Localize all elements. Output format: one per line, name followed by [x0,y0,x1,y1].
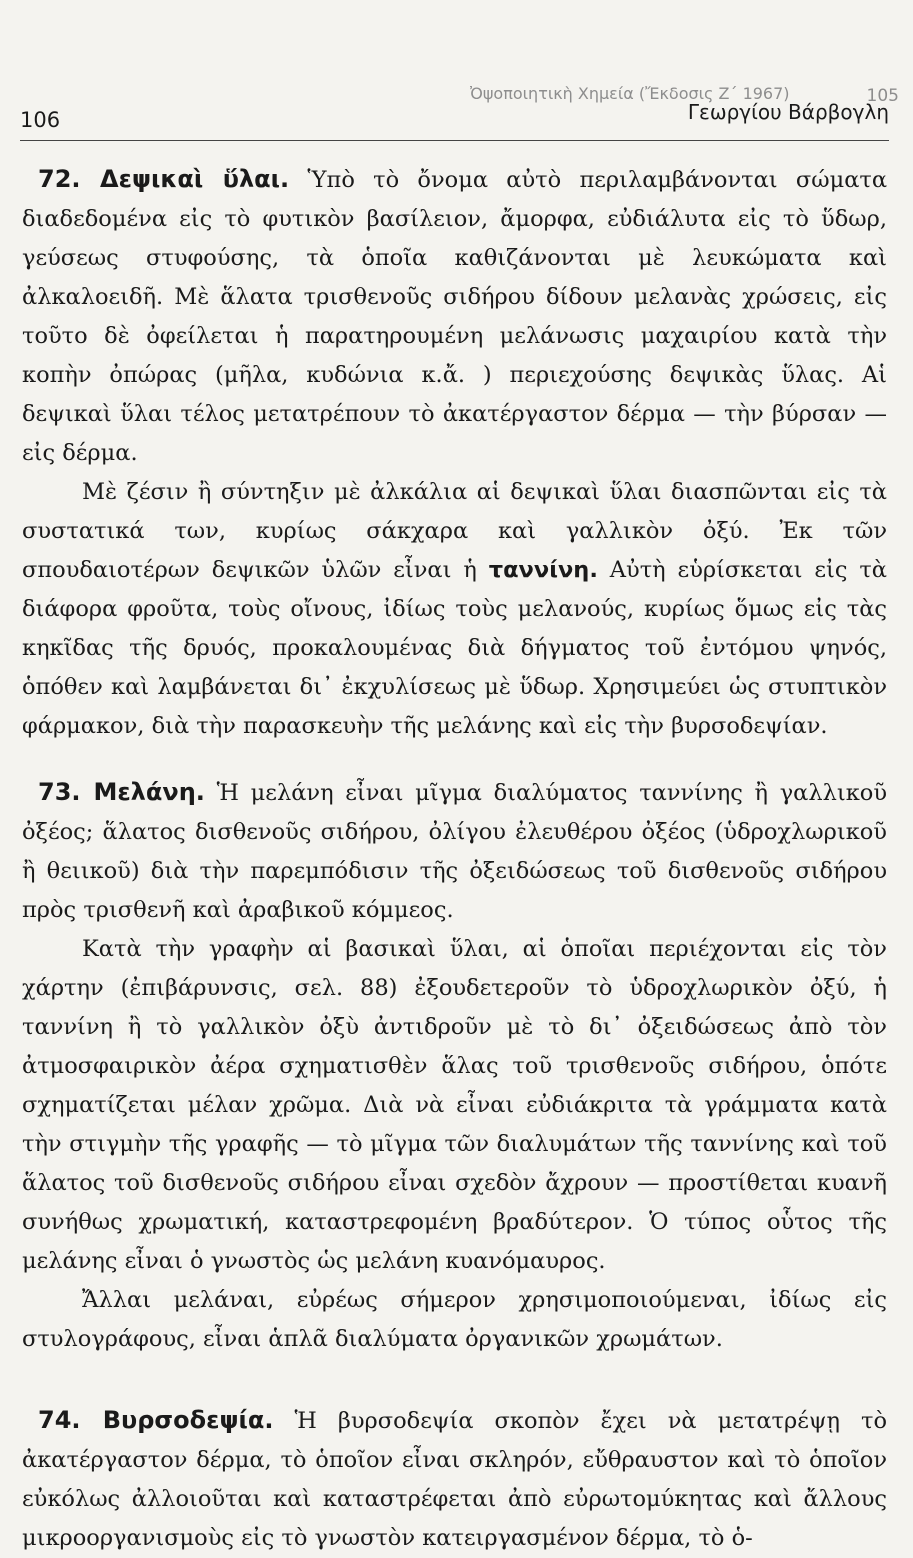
section-73-number: 73. [38,778,81,806]
section-72-title: Δεψικαὶ ὕλαι. [100,165,290,193]
section-73-paragraph-3: Ἄλλαι μελάναι, εὐρέως σήμερον χρησιμοποιούμεναι, ἰδίως εἰς στυλογράφους, εἶναι ἁπλᾶ διαλύματα ὀργανικῶν χρωμάτων. [22,1287,887,1352]
section-73-text-1: Ἡ μελάνη εἶναι μῖγμα διαλύματος ταννίνης ἢ γαλλικοῦ ὀξέος; ἅλατος δισθενοῦς σιδήρου, ὀλίγου ἐλευθέρου ὀξέος (ὑδροχλωρικοῦ ἢ θειικοῦ) διὰ τὴν παρεμπόδισιν τῆς ὀξειδώσεως τοῦ δισθενοῦς σιδήρου πρὸς τρισθενῆ καὶ ἀραβικοῦ κόμμεος. [22,780,887,923]
section-72-text-2b: Αὐτὴ εὑρίσκεται εἰς τὰ διάφορα φροῦτα, τοὺς οἴνους, ἰδίως τοὺς μελανούς, κυρίως ὅμως εἰς τὰς κηκῖδας τῆς δρυός, προκαλουμένας διὰ δήγματος τοῦ ἐντόμου ψηνός, ὁπόθεν καὶ λαμβάνεται δι᾿ ἐκχυλίσεως μὲ ὕδωρ. Χρησιμεύει ὡς στυπτικὸν φάρμακον, διὰ τὴν παρασκευὴν τῆς μελάνης καὶ εἰς τὴν βυρσοδεψίαν. [22,557,887,739]
section-72-text-2a: Μὲ ζέσιν ἢ σύντηξιν μὲ ἀλκάλια αἱ δεψικαὶ ὕλαι διασπῶνται εἰς τὰ συστατικά των, κυρίως σάκχαρα καὶ γαλλικὸν ὀξύ. Ἐκ τῶν σπουδαιοτέρων δεψικῶν ὑλῶν εἶναι ἡ [22,479,887,583]
section-74-paragraph-1 [22,1401,887,1558]
section-72-number: 72. [38,165,81,193]
section-74 [22,1401,887,1558]
section-73 [22,773,887,1359]
page-body [22,160,887,1558]
section-73-paragraph-1 [22,773,887,930]
section-73-title: Μελάνη. [93,778,205,806]
bleed-through-header: Ὀψοποιητικὴ Χημεία (Ἔκδοσις Ζ΄ 1967) [470,84,790,103]
running-title: Γεωργίου Βάρβογλη [687,100,889,124]
term-tannin: ταννίνη. [488,557,598,583]
bleed-through-page-number: 105 [866,86,899,106]
section-73-paragraph-2: Κατὰ τὴν γραφὴν αἱ βασικαὶ ὕλαι, αἱ ὁποῖαι περιέχονται εἰς τὸν χάρτην (ἐπιβάρυνσις, σελ. 88) ἐξουδετεροῦν τὸ ὑδροχλωρικὸν ὀξύ, ἡ ταννίνη ἢ τὸ γαλλικὸν ὀξὺ ἀντιδροῦν μὲ τὸ δι᾿ ὀξειδώσεως ἀπὸ τὸν ἀτμοσφαιρικὸν ἀέρα σχηματισθὲν ἅλας τοῦ τρισθενοῦς σιδήρου, ὁπότε σχηματίζεται μέλαν χρῶμα. Διὰ νὰ εἶναι εὐδιάκριτα τὰ γράμματα κατὰ τὴν στιγμὴν τῆς γραφῆς — τὸ μῖγμα τῶν διαλυμάτων τῆς ταννίνης καὶ τοῦ ἅλατος τοῦ δισθενοῦς σιδήρου εἶναι σχεδὸν ἄχρουν — προστίθεται κυανῆ συνήθως χρωματική, καταστρεφομένη βραδύτερον. Ὁ τύπος οὗτος τῆς μελάνης εἶναι ὁ γνωστὸς ὡς μελάνη κυανόμαυρος. [22,936,887,1274]
section-74-heading [38,1406,273,1434]
section-72-text-1: Ὑπὸ τὸ ὄνομα αὐτὸ περιλαμβάνονται σώματα διαδεδομένα εἰς τὸ φυτικὸν βασίλειον, ἄμορφα, εὐδιάλυτα εἰς τὸ ὕδωρ, γεύσεως στυφούσης, τὰ ὁποῖα καθιζάνονται μὲ λευκώματα καὶ ἀλκαλοειδῆ. Μὲ ἅλατα τρισθενοῦς σιδήρου δίδουν μελανὰς χρώσεις, εἰς τοῦτο δὲ ὀφείλεται ἡ παρατηρουμένη μελάνωσις μαχαιρίου κατὰ τὴν κοπὴν ὀπώρας (μῆλα, κυδώνια κ.ἄ. ) περιεχούσης δεψικὰς ὕλας. Αἱ δεψικαὶ ὕλαι τέλος μετατρέπουν τὸ ἀκατέργαστον δέρμα — τὴν βύρσαν — εἰς δέρμα. [22,167,888,466]
section-74-number: 74. [38,1406,81,1434]
section-74-text-1: Ἡ βυρσοδεψία σκοπὸν ἔχει νὰ μετατρέψῃ τὸ ἀκατέργαστον δέρμα, τὸ ὁποῖον εἶναι σκληρόν, εὔθραυστον καὶ τὸ ὁποῖον εὐκόλως ἀλλοιοῦται καὶ καταστρέφεται ἀπὸ εὐρωτομύκητας καὶ ἄλλους μικροοργανισμοὺς εἰς τὸ γνωστὸν κατειργασμένον δέρμα, τὸ ὁ- [22,1408,888,1551]
section-72-heading [38,165,289,193]
section-74-title: Βυρσοδεψία. [102,1406,274,1434]
section-72-paragraph-1 [22,160,887,473]
page-header [20,98,889,141]
section-73-heading [38,778,205,806]
section-72-paragraph-2 [22,473,887,746]
page-number: 106 [20,108,61,132]
section-72 [22,160,887,746]
